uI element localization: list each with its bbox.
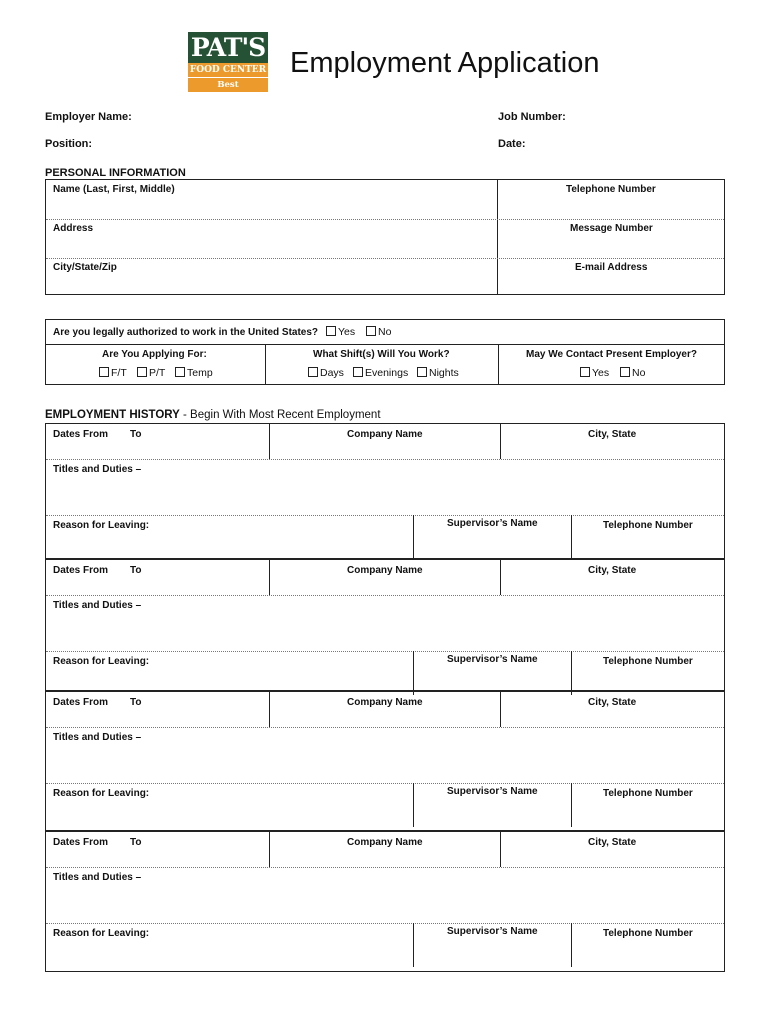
employer-2-city-state[interactable]: City, State	[588, 565, 637, 576]
message-number-field[interactable]: Message Number	[570, 223, 653, 234]
employer-2-separator	[46, 558, 724, 560]
employer-2-reason[interactable]: Reason for Leaving:	[53, 656, 150, 667]
employer-2-titles[interactable]: Titles and Duties –	[53, 600, 142, 611]
contact-yes-option[interactable]	[580, 367, 609, 379]
employer-4-divider-b	[500, 831, 501, 867]
company-logo	[188, 32, 268, 105]
employer-1-divider-a	[269, 423, 270, 459]
employer-1-divider-d	[571, 515, 572, 559]
employer-3-company[interactable]: Company Name	[347, 697, 423, 708]
checkbox-icon[interactable]	[175, 367, 185, 377]
authorized-yes-option[interactable]	[326, 326, 355, 338]
authorization-divider-2	[498, 344, 499, 384]
pt-label: P/T	[149, 367, 166, 379]
employer-2-divider-d	[571, 651, 572, 695]
employer-2-dates-from[interactable]: Dates From	[53, 565, 109, 576]
employer-3-divider-b	[500, 691, 501, 727]
employer-3-dates-from[interactable]: Dates From	[53, 697, 109, 708]
contact-no-label: No	[632, 367, 646, 379]
employer-3-divider-a	[269, 691, 270, 727]
employer-1-supervisor[interactable]: Supervisor’s Name	[447, 518, 538, 529]
employer-1-titles[interactable]: Titles and Duties –	[53, 464, 142, 475]
employer-4-dates-to[interactable]: To	[130, 837, 142, 848]
employer-1-divider-c	[413, 515, 414, 559]
nights-option[interactable]	[417, 367, 459, 379]
checkbox-icon[interactable]	[308, 367, 318, 377]
employer-4-divider-c	[413, 923, 414, 967]
checkbox-icon[interactable]	[326, 326, 336, 336]
job-number-label: Job Number:	[498, 111, 566, 123]
ft-label: F/T	[111, 367, 127, 379]
employment-heading-text: EMPLOYMENT HISTORY	[45, 409, 180, 421]
employer-4-dates-from[interactable]: Dates From	[53, 837, 109, 848]
temp-label: Temp	[187, 367, 213, 379]
authorized-no-label: No	[378, 326, 392, 338]
employment-history-heading	[45, 409, 381, 421]
employer-3-reason[interactable]: Reason for Leaving:	[53, 788, 150, 799]
shifts-label: What Shift(s) Will You Work?	[313, 349, 450, 360]
employer-1-divider-b	[500, 423, 501, 459]
employer-2-divider-c	[413, 651, 414, 695]
ft-option[interactable]	[99, 367, 127, 379]
employer-1-line-2	[46, 515, 724, 516]
temp-option[interactable]	[175, 367, 213, 379]
contact-yes-label: Yes	[592, 367, 610, 379]
employer-1-reason[interactable]: Reason for Leaving:	[53, 520, 150, 531]
personal-info-heading: PERSONAL INFORMATION	[45, 167, 186, 179]
telephone-field[interactable]: Telephone Number	[566, 184, 656, 195]
personal-row-line-2	[46, 258, 724, 259]
employer-3-city-state[interactable]: City, State	[588, 697, 637, 708]
checkbox-icon[interactable]	[580, 367, 590, 377]
employer-4-company[interactable]: Company Name	[347, 837, 423, 848]
employer-1-city-state[interactable]: City, State	[588, 429, 637, 440]
evenings-label: Evenings	[365, 367, 409, 379]
employer-3-dates-to[interactable]: To	[130, 697, 142, 708]
employer-4-supervisor[interactable]: Supervisor’s Name	[447, 926, 538, 937]
checkbox-icon[interactable]	[137, 367, 147, 377]
personal-row-line-1	[46, 219, 724, 220]
address-field[interactable]: Address	[53, 223, 94, 234]
employer-3-supervisor[interactable]: Supervisor’s Name	[447, 786, 538, 797]
employer-2-company[interactable]: Company Name	[347, 565, 423, 576]
nights-label: Nights	[429, 367, 459, 379]
checkbox-icon[interactable]	[620, 367, 630, 377]
applying-for-label: Are You Applying For:	[102, 349, 207, 360]
checkbox-icon[interactable]	[99, 367, 109, 377]
employer-3-line-2	[46, 783, 724, 784]
employer-1-line-1	[46, 459, 724, 460]
employer-1-telephone[interactable]: Telephone Number	[603, 520, 693, 531]
city-state-zip-field[interactable]: City/State/Zip	[53, 262, 117, 273]
employer-4-line-1	[46, 867, 724, 868]
checkbox-icon[interactable]	[366, 326, 376, 336]
authorization-divider-1	[265, 344, 266, 384]
employer-4-divider-d	[571, 923, 572, 967]
days-label: Days	[320, 367, 344, 379]
employer-2-line-2	[46, 651, 724, 652]
employer-1-dates-from[interactable]: Dates From	[53, 429, 109, 440]
authorized-no-option[interactable]	[366, 326, 391, 338]
employer-2-divider-a	[269, 559, 270, 595]
employer-3-line-1	[46, 727, 724, 728]
checkbox-icon[interactable]	[417, 367, 427, 377]
logo-hardware: Best HARDWARE	[188, 77, 268, 92]
page-title: Employment Application	[290, 47, 600, 79]
employment-subheading-text: - Begin With Most Recent Employment	[179, 409, 381, 421]
evenings-option[interactable]	[353, 367, 408, 379]
employer-2-dates-to[interactable]: To	[130, 565, 142, 576]
employer-1-company[interactable]: Company Name	[347, 429, 423, 440]
personal-divider	[497, 179, 498, 295]
employer-2-line-1	[46, 595, 724, 596]
employer-4-titles[interactable]: Titles and Duties –	[53, 872, 142, 883]
name-field[interactable]: Name (Last, First, Middle)	[53, 184, 175, 195]
employer-3-separator	[46, 690, 724, 692]
employer-2-supervisor[interactable]: Supervisor’s Name	[447, 654, 538, 665]
authorization-row-line	[46, 344, 724, 345]
employer-4-telephone[interactable]: Telephone Number	[603, 928, 693, 939]
days-option[interactable]	[308, 367, 344, 379]
personal-info-box	[45, 179, 725, 295]
employer-2-telephone[interactable]: Telephone Number	[603, 656, 693, 667]
email-field[interactable]: E-mail Address	[575, 262, 648, 273]
employer-4-separator	[46, 830, 724, 832]
contact-no-option[interactable]	[620, 367, 645, 379]
contact-employer-label: May We Contact Present Employer?	[526, 349, 697, 360]
logo-brand: PAT'S	[188, 32, 268, 63]
employer-2-divider-b	[500, 559, 501, 595]
employer-4-divider-a	[269, 831, 270, 867]
employer-4-line-2	[46, 923, 724, 924]
employer-4-city-state[interactable]: City, State	[588, 837, 637, 848]
work-authorization-question: Are you legally authorized to work in the United States?	[53, 327, 319, 338]
employer-3-divider-d	[571, 783, 572, 827]
employer-3-titles[interactable]: Titles and Duties –	[53, 732, 142, 743]
employer-3-telephone[interactable]: Telephone Number	[603, 788, 693, 799]
logo-food-center: FOOD CENTER	[189, 65, 267, 75]
employer-1-dates-to[interactable]: To	[130, 429, 142, 440]
employer-3-divider-c	[413, 783, 414, 827]
authorized-yes-label: Yes	[338, 326, 356, 338]
employer-4-reason[interactable]: Reason for Leaving:	[53, 928, 150, 939]
pt-option[interactable]	[137, 367, 165, 379]
position-label: Position:	[45, 138, 93, 150]
checkbox-icon[interactable]	[353, 367, 363, 377]
employer-name-label: Employer Name:	[45, 111, 132, 123]
date-label: Date:	[498, 138, 526, 150]
